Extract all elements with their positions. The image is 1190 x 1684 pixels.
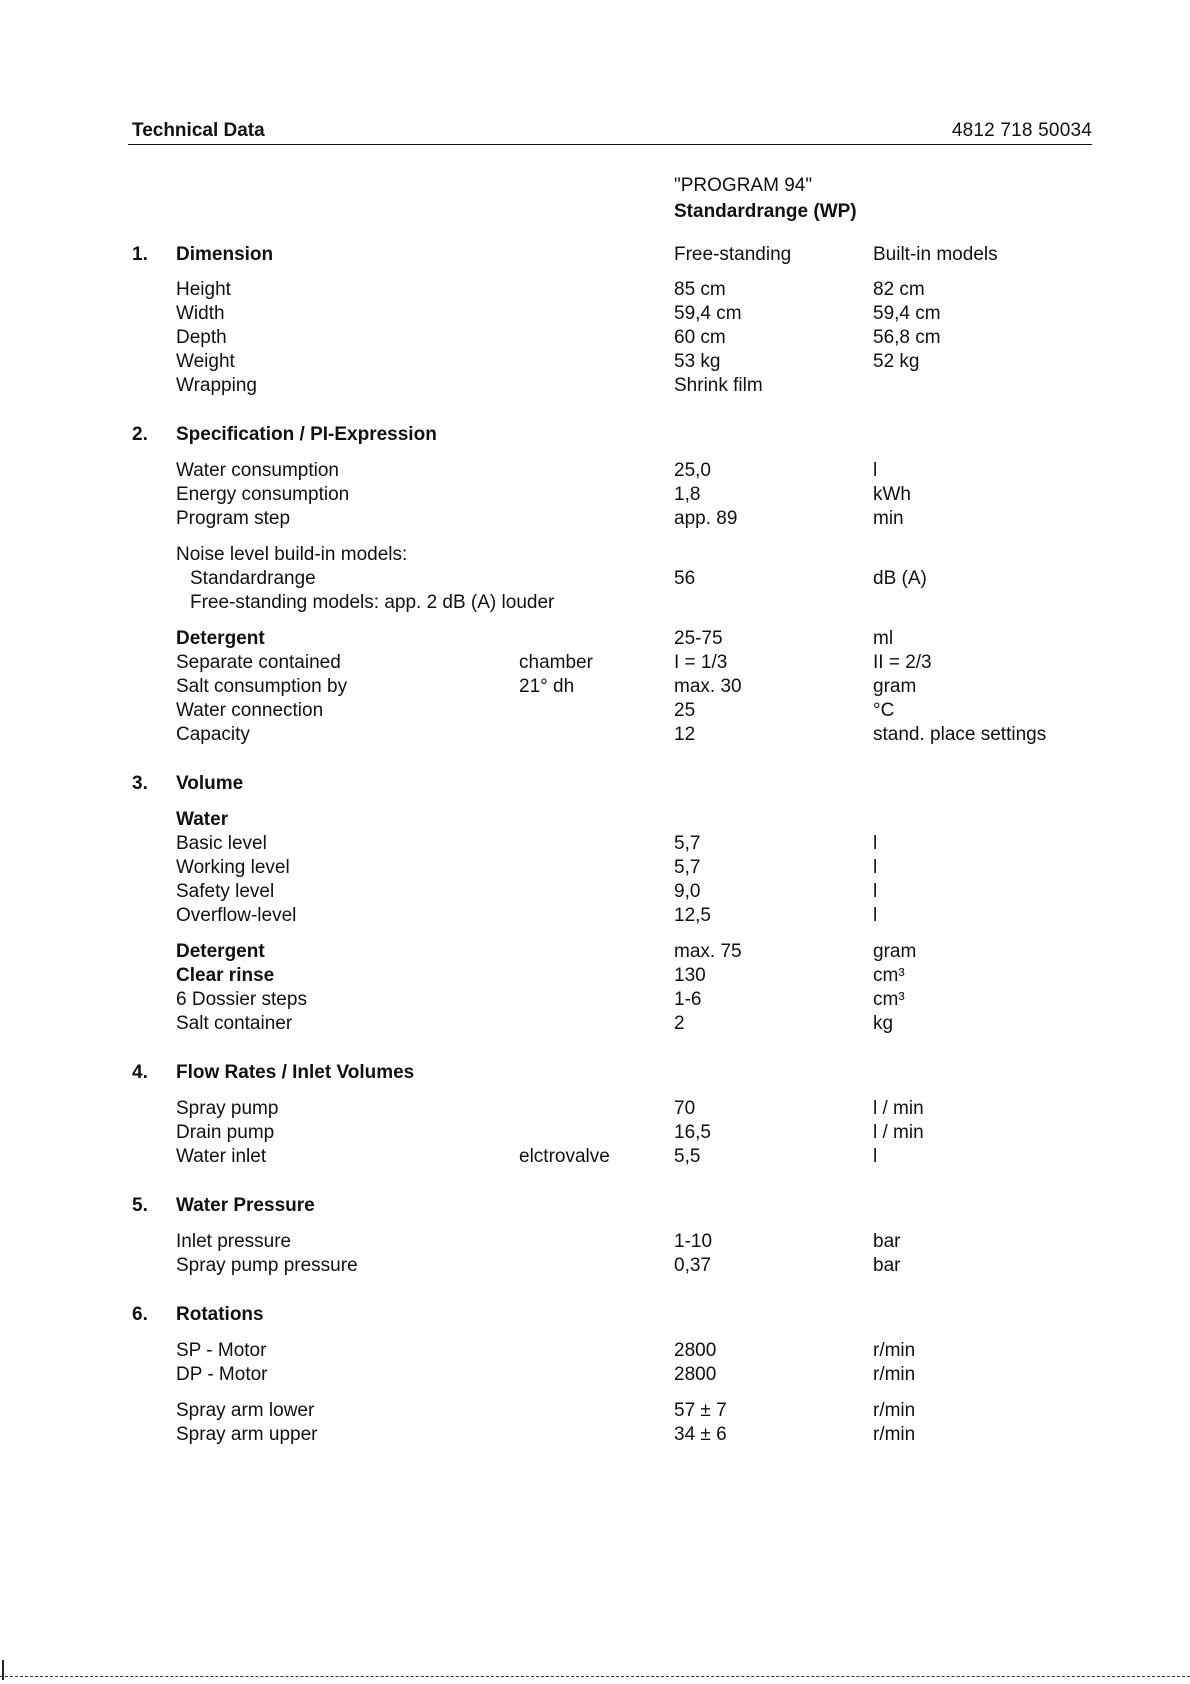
spec-value: 12,5 [674, 905, 711, 926]
spec-unit: cm³ [873, 989, 905, 1010]
spec-unit: r/min [873, 1424, 916, 1445]
spec-row [0, 699, 1190, 723]
spec-row [0, 675, 1190, 699]
spec-label: Overflow-level [176, 905, 297, 926]
spec-value: I = 1/3 [674, 652, 728, 673]
spec-label: Volume [176, 773, 244, 794]
section-heading-row [0, 1303, 1190, 1327]
spec-unit: ml [873, 628, 894, 649]
spec-row [0, 374, 1190, 398]
spec-value: app. 89 [674, 508, 738, 529]
spec-row [0, 964, 1190, 988]
section-number: 4. [132, 1062, 148, 1083]
spec-label: Rotations [176, 1304, 264, 1325]
section-number: 2. [132, 424, 148, 445]
spec-row [0, 651, 1190, 675]
spec-label: Specification / PI-Expression [176, 424, 437, 445]
spec-unit: min [873, 508, 904, 529]
spec-unit: bar [873, 1255, 901, 1276]
section-number: 6. [132, 1304, 148, 1325]
spec-label: Inlet pressure [176, 1231, 292, 1252]
spec-unit: l [873, 857, 878, 878]
section-heading-row [0, 423, 1190, 447]
spec-value: 2 [674, 1013, 685, 1034]
spec-unit: l / min [873, 1122, 924, 1143]
spec-label: Separate contained [176, 652, 341, 673]
section-number: 5. [132, 1195, 148, 1216]
spec-value: 2800 [674, 1340, 717, 1361]
spec-row [0, 1097, 1190, 1121]
section-number: 3. [132, 773, 148, 794]
spec-label: Noise level build-in models: [176, 544, 408, 565]
spec-label: Width [176, 303, 225, 324]
spec-row [0, 1363, 1190, 1387]
spec-row [0, 940, 1190, 964]
spec-label: SP - Motor [176, 1340, 267, 1361]
header-rule [128, 144, 1092, 145]
spec-note: elctrovalve [519, 1146, 610, 1167]
spec-row [0, 723, 1190, 747]
section-heading-row [0, 772, 1190, 796]
spec-unit: 59,4 cm [873, 303, 941, 324]
section-heading-row [0, 1194, 1190, 1218]
spec-unit: l [873, 460, 878, 481]
spec-label: Water Pressure [176, 1195, 315, 1216]
spec-label: Dimension [176, 244, 274, 265]
spec-label: Energy consumption [176, 484, 350, 505]
spec-row [0, 507, 1190, 531]
spec-label: Depth [176, 327, 227, 348]
spec-unit: l [873, 881, 878, 902]
spec-label: Salt consumption by [176, 676, 348, 697]
spec-unit: 56,8 cm [873, 327, 941, 348]
spec-value: 5,5 [674, 1146, 701, 1167]
spec-row [0, 627, 1190, 651]
spec-label: 6 Dossier steps [176, 989, 307, 1010]
spec-row [0, 856, 1190, 880]
spec-label: Water consumption [176, 460, 339, 481]
program-heading [674, 173, 857, 225]
spec-label: Safety level [176, 881, 275, 902]
spec-row [0, 567, 1190, 591]
spec-unit: bar [873, 1231, 901, 1252]
spec-note: chamber [519, 652, 593, 673]
spec-value: Free-standing [674, 244, 792, 265]
spec-unit: l [873, 905, 878, 926]
spec-label: Program step [176, 508, 291, 529]
spec-unit: II = 2/3 [873, 652, 932, 673]
spec-label: Working level [176, 857, 290, 878]
spec-value: 1-10 [674, 1231, 713, 1252]
spec-unit: r/min [873, 1340, 916, 1361]
spec-value: 5,7 [674, 857, 701, 878]
spec-label: Detergent [176, 941, 265, 962]
spec-value: 25,0 [674, 460, 711, 481]
document-number: 4812 718 50034 [951, 120, 1092, 141]
spec-label: Free-standing models: app. 2 dB (A) louder [190, 592, 555, 613]
spec-value: max. 75 [674, 941, 742, 962]
spec-label: Salt container [176, 1013, 293, 1034]
spec-row [0, 1339, 1190, 1363]
spec-value: 53 kg [674, 351, 721, 372]
spec-label: Detergent [176, 628, 265, 649]
spec-unit: r/min [873, 1400, 916, 1421]
spec-row [0, 350, 1190, 374]
spec-row [0, 1012, 1190, 1036]
spec-value: 0,37 [674, 1255, 711, 1276]
spec-value: 25-75 [674, 628, 723, 649]
spec-unit: r/min [873, 1364, 916, 1385]
spec-label: Height [176, 279, 231, 300]
spec-value: 5,7 [674, 833, 701, 854]
spec-value: 60 cm [674, 327, 726, 348]
spec-row [0, 808, 1190, 832]
spec-value: 1-6 [674, 989, 702, 1010]
spec-value: 70 [674, 1098, 696, 1119]
spec-label: Spray arm upper [176, 1424, 318, 1445]
spec-row [0, 988, 1190, 1012]
footer-rule [0, 1676, 1190, 1677]
spec-unit: dB (A) [873, 568, 927, 589]
spec-value: 12 [674, 724, 696, 745]
spec-value: Shrink film [674, 375, 763, 396]
spec-unit: stand. place settings [873, 724, 1047, 745]
spec-value: 57 ± 7 [674, 1400, 727, 1421]
spec-unit: kWh [873, 484, 911, 505]
spec-label: Spray pump pressure [176, 1255, 358, 1276]
spec-value: 56 [674, 568, 696, 589]
spec-row [0, 326, 1190, 350]
spec-label: Basic level [176, 833, 267, 854]
spec-value: 59,4 cm [674, 303, 742, 324]
program-range: Standardrange (WP) [674, 201, 857, 222]
page-edge-mark [2, 1660, 4, 1680]
section-heading-row [0, 243, 1190, 267]
spec-unit: l [873, 1146, 878, 1167]
spec-label: Flow Rates / Inlet Volumes [176, 1062, 415, 1083]
spec-unit: gram [873, 676, 917, 697]
spec-value: 25 [674, 700, 696, 721]
spec-label: Water [176, 809, 229, 830]
spec-unit: gram [873, 941, 917, 962]
spec-label: Water inlet [176, 1146, 267, 1167]
spec-note: 21° dh [519, 676, 575, 697]
spec-value: 34 ± 6 [674, 1424, 727, 1445]
spec-row [0, 1423, 1190, 1447]
spec-row [0, 543, 1190, 567]
spec-unit: 52 kg [873, 351, 920, 372]
spec-row [0, 483, 1190, 507]
spec-label: Weight [176, 351, 235, 372]
section-heading-row [0, 1061, 1190, 1085]
spec-value: 1,8 [674, 484, 701, 505]
spec-label: Water connection [176, 700, 324, 721]
spec-row [0, 904, 1190, 928]
spec-row [0, 1399, 1190, 1423]
spec-row [0, 880, 1190, 904]
spec-row [0, 1254, 1190, 1278]
spec-value: 16,5 [674, 1122, 711, 1143]
spec-unit: kg [873, 1013, 894, 1034]
spec-row [0, 1145, 1190, 1169]
document-title: Technical Data [132, 120, 265, 141]
spec-unit: l / min [873, 1098, 924, 1119]
spec-unit: l [873, 833, 878, 854]
spec-value: 9,0 [674, 881, 701, 902]
spec-label: Wrapping [176, 375, 257, 396]
spec-row [0, 1121, 1190, 1145]
spec-row [0, 832, 1190, 856]
spec-value: 130 [674, 965, 706, 986]
spec-label: Standardrange [190, 568, 316, 589]
spec-row [0, 278, 1190, 302]
spec-label: Spray arm lower [176, 1400, 315, 1421]
spec-row [0, 1230, 1190, 1254]
program-name: "PROGRAM 94" [674, 175, 813, 196]
spec-label: Drain pump [176, 1122, 275, 1143]
spec-unit: °C [873, 700, 895, 721]
spec-row [0, 591, 1190, 615]
spec-label: Capacity [176, 724, 250, 745]
spec-label: Spray pump [176, 1098, 279, 1119]
spec-value: 85 cm [674, 279, 726, 300]
spec-label: Clear rinse [176, 965, 275, 986]
spec-row [0, 302, 1190, 326]
spec-value: 2800 [674, 1364, 717, 1385]
spec-unit: cm³ [873, 965, 905, 986]
spec-row [0, 459, 1190, 483]
spec-value: max. 30 [674, 676, 742, 697]
section-number: 1. [132, 244, 148, 265]
spec-label: DP - Motor [176, 1364, 268, 1385]
spec-unit: Built-in models [873, 244, 998, 265]
spec-unit: 82 cm [873, 279, 925, 300]
